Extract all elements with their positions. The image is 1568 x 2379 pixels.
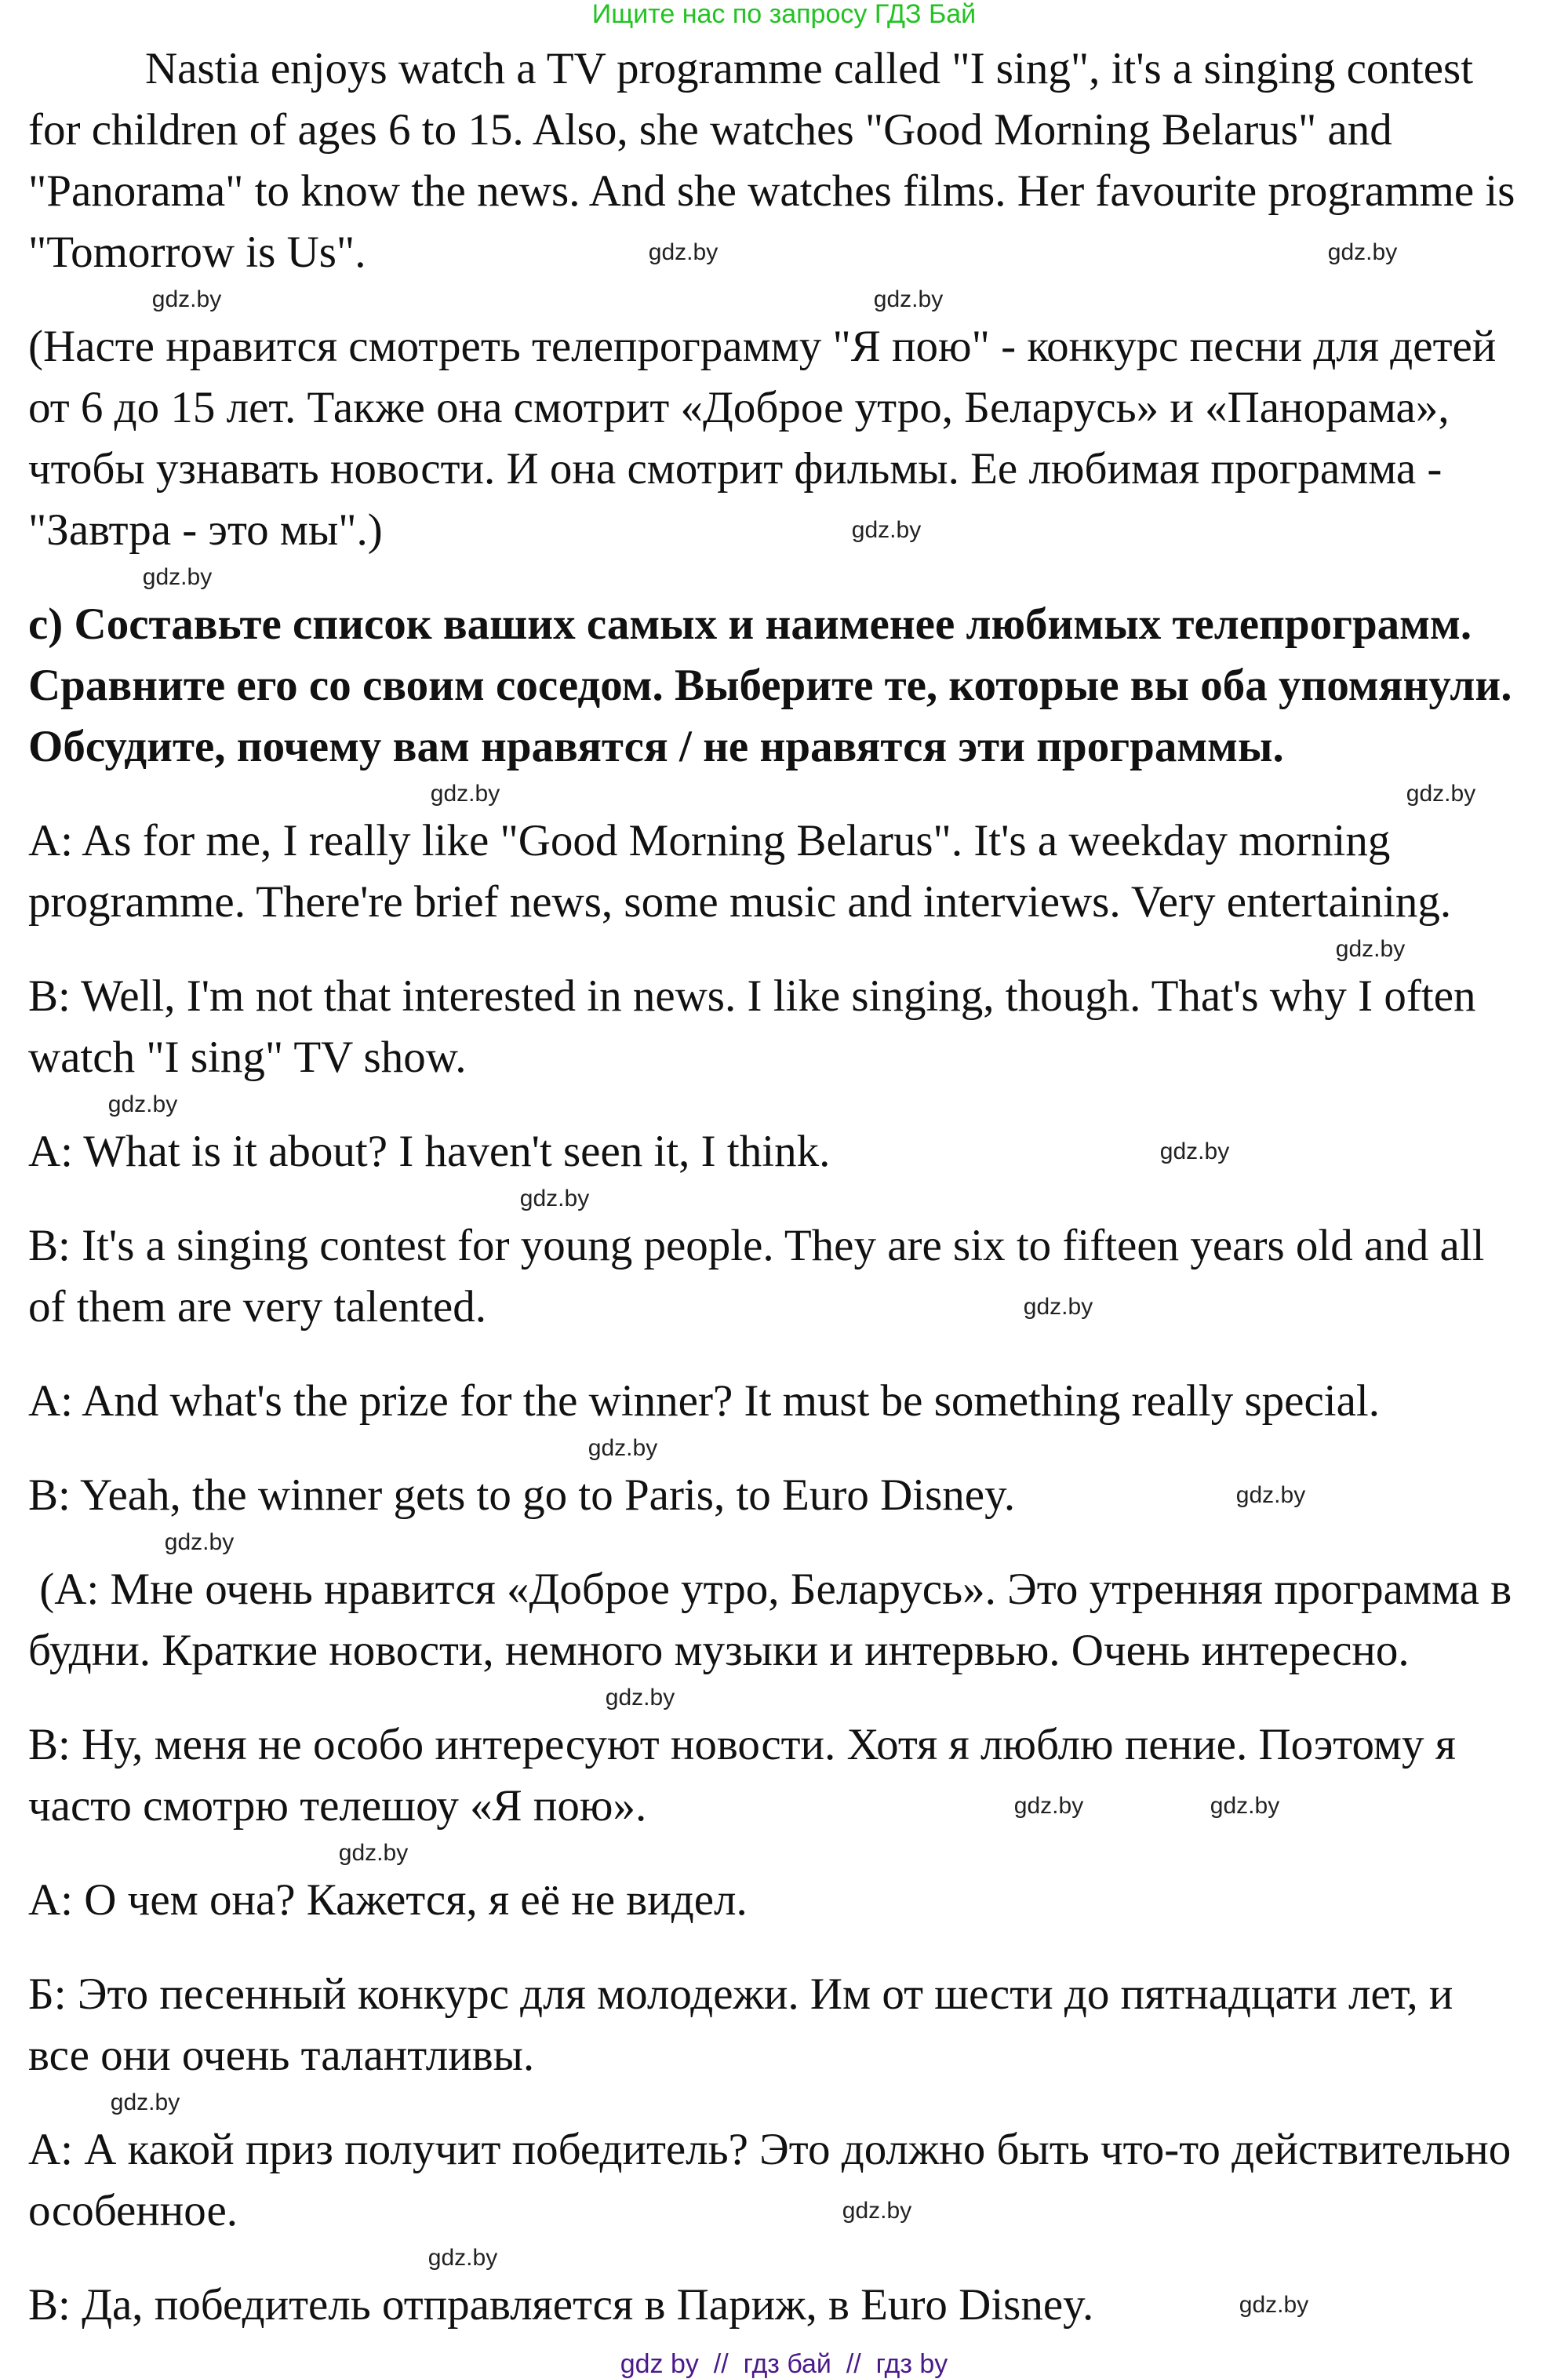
text-line: B: Well, I'm not that interested in news. I like singing, though. That's why I often: [28, 971, 1476, 1021]
text-line: Сравните его со своим соседом. Выберите те, которые вы оба упомянули.: [28, 661, 1512, 710]
watermark: gdz.by: [1013, 1793, 1084, 1819]
text-line: часто смотрю телешоу «Я пою».: [28, 1781, 647, 1831]
watermark: gdz.by: [519, 1186, 590, 1211]
text-line: B: It's a singing contest for young people. They are six to fifteen years old and all: [28, 1221, 1485, 1270]
watermark: gdz.by: [110, 2089, 180, 2115]
footer-links: gdz by // гдз бай // гдз by: [620, 2349, 948, 2379]
text-line: будни. Краткие новости, немного музыки и интервью. Очень интересно.: [28, 1626, 1410, 1675]
watermark: gdz.by: [588, 1435, 658, 1461]
watermark: gdz.by: [1239, 2292, 1309, 2318]
dialogue-line-translation: [28, 1714, 1566, 1837]
paragraph-translation: [28, 316, 1566, 561]
text-line: watch "I sing" TV show.: [28, 1033, 467, 1082]
dialogue-line: [28, 1215, 1566, 1338]
dialogue-line-translation: [28, 2275, 1566, 2336]
dialogue-line-translation: [28, 1964, 1566, 2086]
watermark: gdz.by: [842, 2198, 912, 2224]
text-line: B: Yeah, the winner gets to go to Paris, to Euro Disney.: [28, 1470, 1016, 1520]
text-line: А: О чем она? Кажется, я её не видел.: [28, 1875, 748, 1925]
watermark: gdz.by: [648, 239, 719, 265]
watermark: gdz.by: [1335, 936, 1406, 962]
watermark: gdz.by: [1235, 1482, 1306, 1508]
text-line: Nastia enjoys watch a TV programme called "I sing", it's a singing contest: [145, 44, 1474, 93]
text-line: c) Составьте список ваших самых и наименее любимых телепрограмм.: [28, 599, 1472, 649]
text-line: "Tomorrow is Us".: [28, 228, 366, 277]
text-line: чтобы узнавать новости. И она смотрит фильмы. Ее любимая программа -: [28, 444, 1442, 494]
dialogue-line: [28, 966, 1566, 1088]
watermark: gdz.by: [427, 2245, 498, 2271]
text-line: Б: Это песенный конкурс для молодежи. Им от шести до пятнадцати лет, и: [28, 1969, 1453, 2019]
dialogue-line-translation: [28, 1559, 1566, 1681]
watermark: gdz.by: [873, 286, 944, 312]
dialogue-line: [28, 1371, 1566, 1432]
watermark: gdz.by: [338, 1840, 409, 1866]
watermark: gdz.by: [142, 564, 213, 590]
text-line: (Насте нравится смотреть телепрограмму "Я пою" - конкурс песни для детей: [28, 322, 1497, 371]
watermark: gdz.by: [1210, 1793, 1280, 1819]
search-hint-banner: Ищите нас по запросу ГДЗ Бай: [591, 0, 977, 29]
dialogue-line-translation: [28, 2119, 1566, 2242]
watermark: gdz.by: [151, 286, 222, 312]
text-line: В: Ну, меня не особо интересуют новости. Хотя я люблю пение. Поэтому я: [28, 1720, 1456, 1769]
text-line: A: What is it about? I haven't seen it, I think.: [28, 1127, 831, 1176]
dialogue-line: [28, 1121, 1566, 1182]
watermark: gdz.by: [605, 1685, 675, 1710]
dialogue-line: [28, 811, 1566, 933]
text-line: "Panorama" to know the news. And she watches films. Her favourite programme is: [28, 166, 1515, 216]
watermark: gdz.by: [851, 517, 922, 543]
text-line: of them are very talented.: [28, 1282, 486, 1332]
text-line: В: Да, победитель отправляется в Париж, в Euro Disney.: [28, 2280, 1094, 2330]
watermark: gdz.by: [107, 1091, 178, 1117]
text-line: от 6 до 15 лет. Также она смотрит «Доброе утро, Беларусь» и «Панорама»,: [28, 383, 1450, 432]
dialogue-line-translation: [28, 1870, 1566, 1931]
watermark: gdz.by: [1406, 781, 1476, 807]
text-line: for children of ages 6 to 15. Also, she watches "Good Morning Belarus" and: [28, 105, 1392, 155]
text-line: A: As for me, I really like "Good Morning Belarus". It's a weekday morning: [28, 816, 1391, 865]
text-line: особенное.: [28, 2186, 238, 2235]
text-line: (А: Мне очень нравится «Доброе утро, Беларусь». Это утренняя программа в: [28, 1565, 1512, 1614]
text-line: все они очень талантливы.: [28, 2031, 535, 2080]
text-line: "Завтра - это мы".): [28, 505, 383, 555]
text-line: А: А какой приз получит победитель? Это должно быть что-то действительно: [28, 2125, 1512, 2174]
document-body: [28, 38, 1566, 2369]
watermark: gdz.by: [1327, 239, 1398, 265]
watermark: gdz.by: [1159, 1138, 1230, 1164]
watermark: gdz.by: [164, 1529, 235, 1555]
text-line: Обсудите, почему вам нравятся / не нравятся эти программы.: [28, 722, 1284, 771]
watermark: gdz.by: [1023, 1294, 1093, 1320]
text-line: A: And what's the prize for the winner? It must be something really special.: [28, 1376, 1380, 1426]
task-instruction: [28, 594, 1566, 778]
text-line: programme. There're brief news, some music and interviews. Very entertaining.: [28, 877, 1452, 927]
watermark: gdz.by: [430, 781, 500, 807]
dialogue-line: [28, 1465, 1566, 1526]
